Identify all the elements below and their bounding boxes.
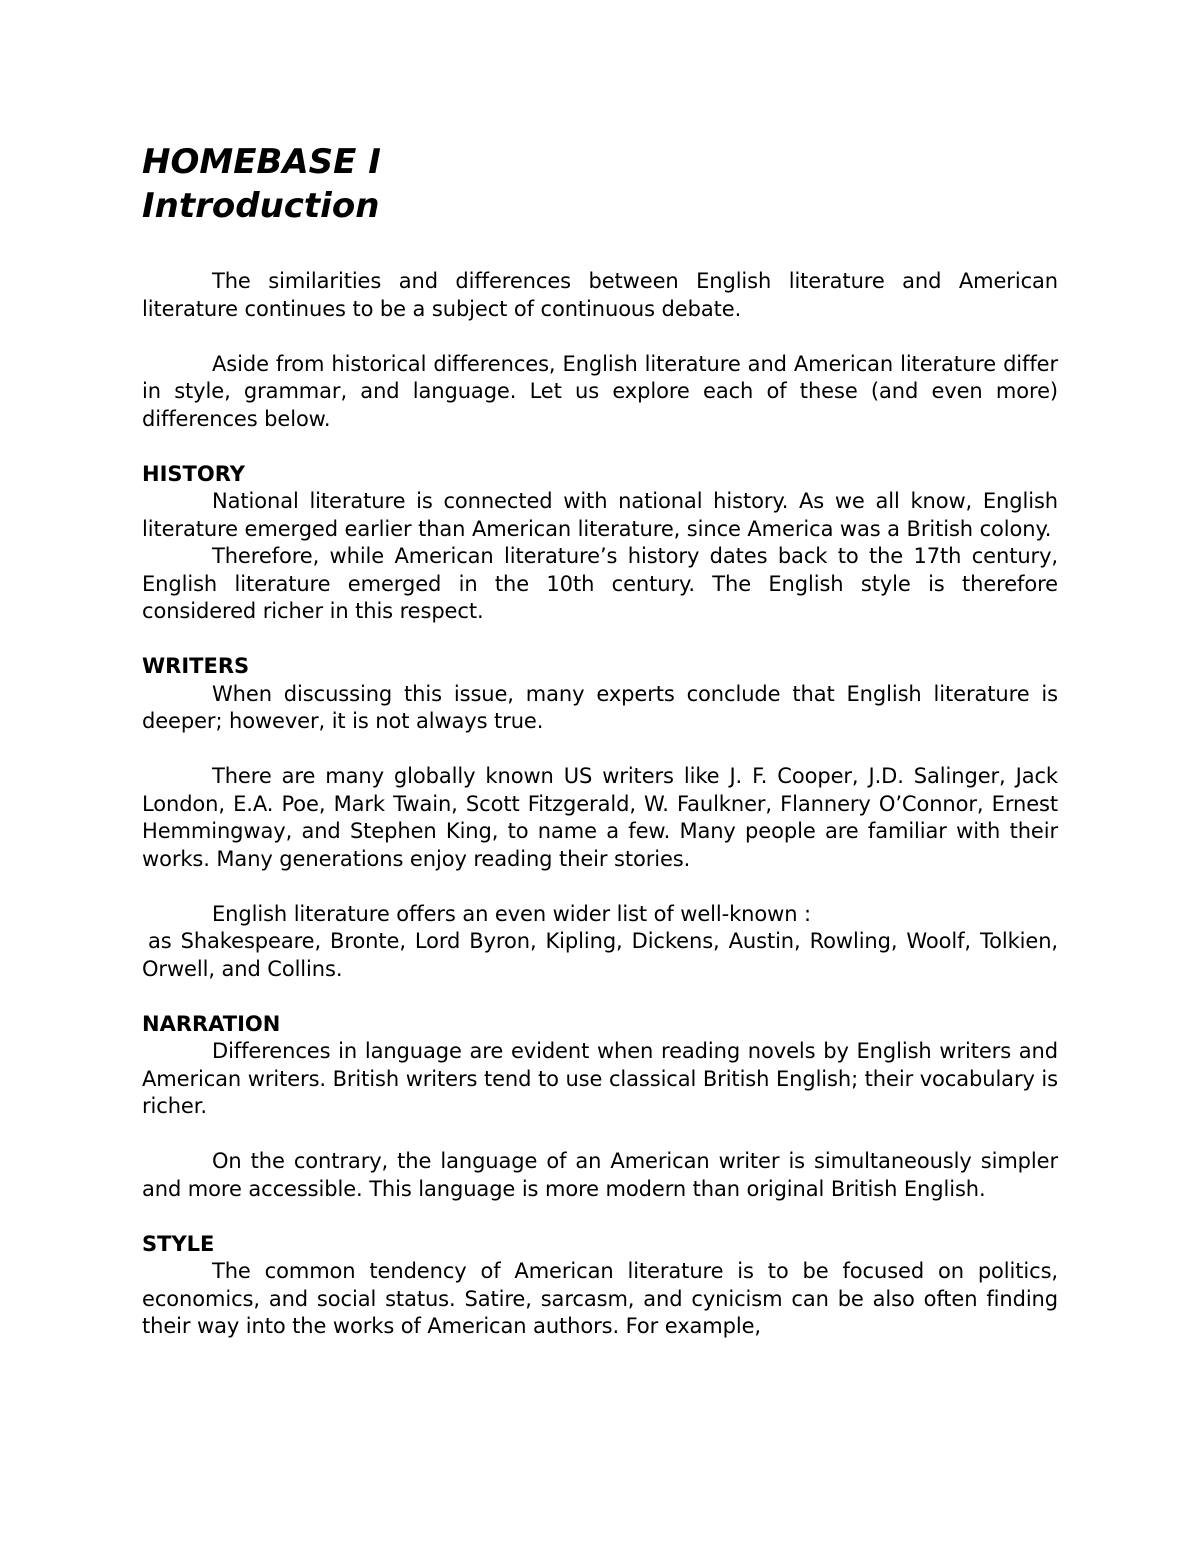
section-heading-narration: NARRATION — [142, 1011, 281, 1036]
title-block — [142, 140, 1058, 228]
spacer — [142, 983, 1058, 1011]
spacer — [142, 1203, 1058, 1231]
narration-paragraph-2: On the contrary, the language of an American writer is simultaneously simpler and more accessible. This language is more modern than original British English. — [142, 1149, 1058, 1201]
section-heading-history: HISTORY — [142, 461, 245, 486]
document-page — [142, 140, 1058, 1341]
intro-paragraph-2: Aside from historical differences, English literature and American literature differ in style, grammar, and language. Let us explore each of these (and even more) differences below. — [142, 351, 1058, 431]
history-paragraph-2: Therefore, while American literature’s history dates back to the 17th century, English literature emerged in the 10th century. The English style is therefore considered richer in this respect. — [142, 544, 1058, 623]
page-title: HOMEBASE I — [142, 142, 381, 182]
spacer — [142, 873, 1058, 901]
writers-paragraph-4: as Shakespeare, Bronte, Lord Byron, Kipling, Dickens, Austin, Rowling, Woolf, Tolkien, Orwell, and Collins. — [142, 929, 1058, 981]
spacer — [142, 1121, 1058, 1149]
style-paragraph-1: The common tendency of American literature is to be focused on politics, economics, and social status. Satire, sarcasm, and cynicism can be also often finding their way into the works of American authors. For example, — [142, 1259, 1058, 1338]
spacer — [142, 626, 1058, 654]
writers-paragraph-3: English literature offers an even wider list of well-known : — [212, 901, 811, 926]
writers-paragraph-1: When discussing this issue, many experts conclude that English literature is deeper; however, it is not always true. — [142, 681, 1058, 733]
spacer — [142, 736, 1058, 764]
history-paragraph-1: National literature is connected with national history. As we all know, English literature emerged earlier than American literature, since America was a British colony. — [142, 489, 1058, 541]
page-subtitle: Introduction — [142, 186, 380, 226]
spacer — [142, 433, 1058, 461]
writers-paragraph-2: There are many globally known US writers like J. F. Cooper, J.D. Salinger, Jack London, E.A. Poe, Mark Twain, Scott Fitzgerald, W. Faulkner, Flannery O’Connor, Ernest Hemmingway, and Stephen King, to name a few. Many people are familiar with their works. Many generations enjoy reading their stories. — [142, 764, 1058, 871]
section-heading-writers: WRITERS — [142, 654, 250, 678]
spacer — [142, 323, 1058, 351]
narration-paragraph-1: Differences in language are evident when reading novels by English writers and American writers. British writers tend to use classical British English; their vocabulary is richer. — [142, 1039, 1058, 1118]
section-heading-style: STYLE — [142, 1231, 215, 1256]
intro-paragraph-1: The similarities and differences between English literature and American literature continues to be a subject of continuous debate. — [142, 269, 1058, 321]
